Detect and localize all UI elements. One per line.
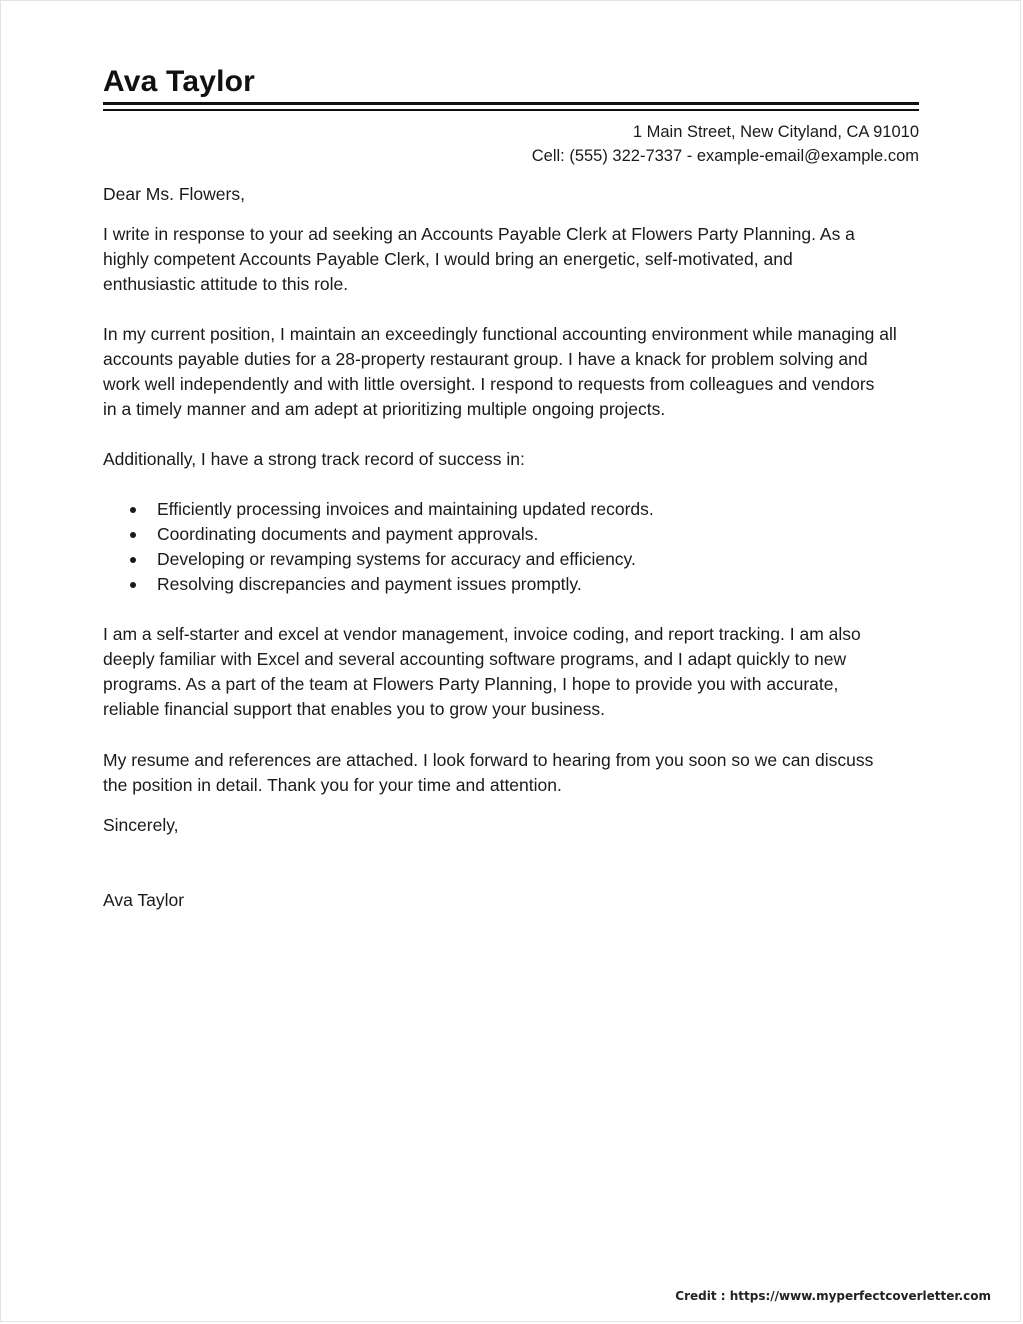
paragraph-intro — [103, 222, 933, 297]
success-bullet-list — [103, 497, 654, 597]
paragraph-line: I write in response to your ad seeking an Accounts Payable Clerk at Flowers Party Planning. As a — [103, 224, 855, 244]
bullet-item — [103, 572, 654, 597]
paragraph-self-starter — [103, 622, 933, 722]
sender-phone-email: Cell: (555) 322-7337 - example-email@example.com — [531, 147, 919, 165]
header-rule-thin — [103, 109, 919, 111]
bullet-text: Efficiently processing invoices and maintaining updated records. — [157, 499, 654, 519]
sender-address: 1 Main Street, New Cityland, CA 91010 — [632, 123, 919, 141]
bullet-item — [103, 547, 654, 572]
credit-line: Credit : https://www.myperfectcoverletter.com — [675, 1289, 991, 1303]
bullet-dot-icon — [130, 582, 136, 588]
bullet-item — [103, 497, 654, 522]
contact-block — [532, 120, 919, 168]
closing: Sincerely, — [103, 815, 179, 835]
paragraph-line: deeply familiar with Excel and several accounting software programs, and I adapt quickly to new — [103, 649, 847, 669]
paragraph-resume-attached — [103, 748, 933, 798]
bullet-text: Developing or revamping systems for accuracy and efficiency. — [157, 549, 636, 569]
bullet-text: Resolving discrepancies and payment issues promptly. — [157, 574, 582, 594]
bullet-text: Coordinating documents and payment approvals. — [157, 524, 539, 544]
paragraph-line: the position in detail. Thank you for your time and attention. — [103, 775, 562, 795]
paragraph-line: work well independently and with little oversight. I respond to requests from colleagues and vendors — [103, 374, 875, 394]
header-rule-thick — [103, 102, 919, 105]
bullet-dot-icon — [130, 557, 136, 563]
paragraph-line: enthusiastic attitude to this role. — [103, 274, 349, 294]
paragraph-line: programs. As a part of the team at Flowers Party Planning, I hope to provide you with accurate, — [103, 674, 839, 694]
salutation: Dear Ms. Flowers, — [103, 184, 245, 204]
paragraph-current-position — [103, 322, 933, 422]
paragraph-line: I am a self-starter and excel at vendor management, invoice coding, and report tracking. I am also — [103, 624, 861, 644]
sender-name: Ava Taylor — [103, 65, 256, 98]
paragraph-line: My resume and references are attached. I look forward to hearing from you soon so we can discuss — [103, 750, 874, 770]
paragraph-line: In my current position, I maintain an exceedingly functional accounting environment while managing all — [103, 324, 897, 344]
signature-name: Ava Taylor — [103, 890, 185, 910]
paragraph-line: reliable financial support that enables you to grow your business. — [103, 699, 605, 719]
bullet-dot-icon — [130, 507, 136, 513]
bullet-dot-icon — [130, 532, 136, 538]
paragraph-line: highly competent Accounts Payable Clerk, I would bring an energetic, self-motivated, and — [103, 249, 793, 269]
paragraph-line: accounts payable duties for a 28-property restaurant group. I have a knack for problem solving and — [103, 349, 868, 369]
bullet-item — [103, 522, 654, 547]
paragraph-track-record: Additionally, I have a strong track record of success in: — [103, 449, 525, 469]
paragraph-line: in a timely manner and am adept at prioritizing multiple ongoing projects. — [103, 399, 666, 419]
